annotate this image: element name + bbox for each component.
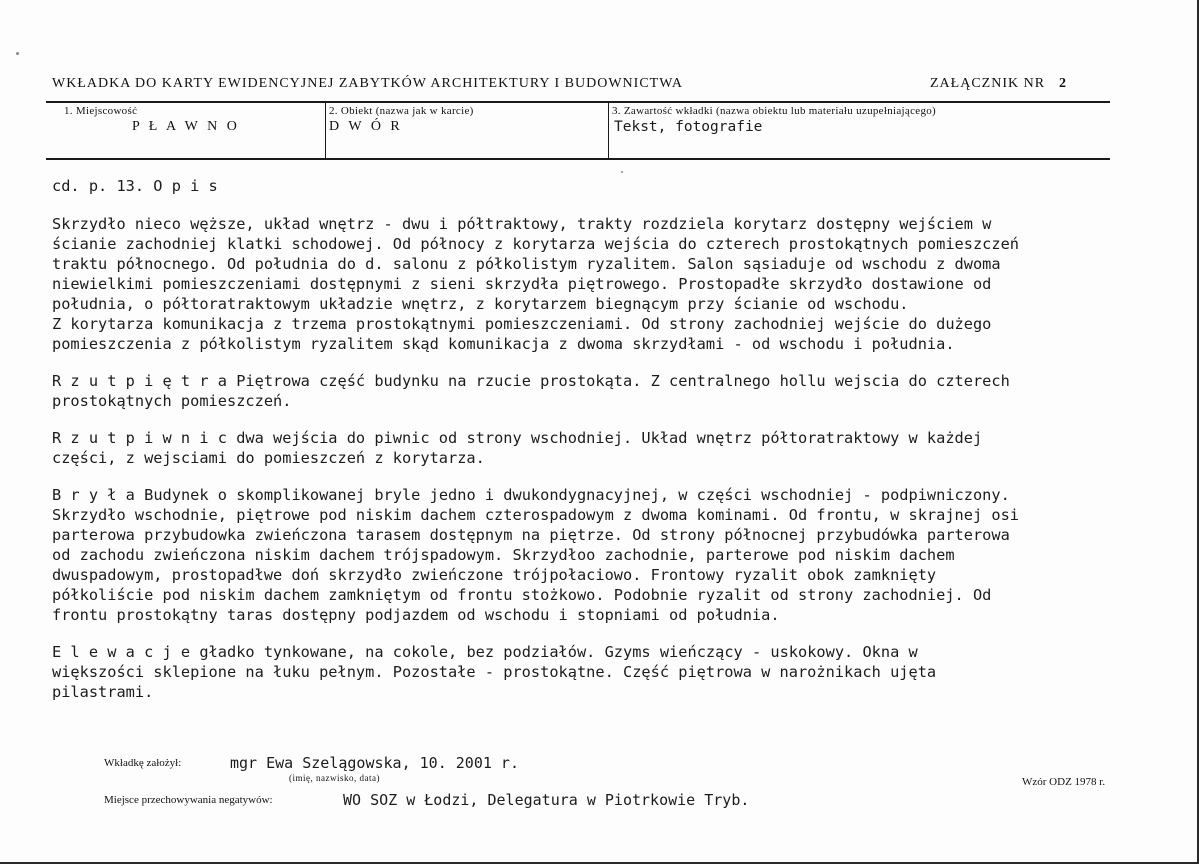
text-line: większości sklepione na łuku pełnym. Pozostałe - prostokątne. Część piętrowa w narożnikach ujęta <box>52 663 937 681</box>
text-line: półkoliście pod niskim dachem zamkniętym od frontu stożkowo. Podobnie ryzalit od strony zachodniej. Od <box>52 586 992 604</box>
header-bottom-rule <box>46 158 1110 160</box>
wing-paragraph <box>52 214 1142 354</box>
elevations-paragraph <box>52 642 1142 702</box>
form-header <box>52 76 1068 92</box>
cell-divider <box>325 103 326 158</box>
locality-label: 1. Miejscowość <box>64 105 138 117</box>
text-line: frontu prostokątny taras dostępny podjazdem od wschodu i stopniami od południa. <box>52 606 780 624</box>
attachment-label: ZAŁĄCZNIK NR <box>930 76 1046 91</box>
object-label: 2. Obiekt (nazwa jak w karcie) <box>329 105 474 117</box>
elevations-heading: E l e w a c j e <box>52 643 191 661</box>
floor-plan-paragraph <box>52 371 1142 411</box>
basement-plan-paragraph <box>52 428 1142 468</box>
basement-plan-heading: R z u t p i w n i c <box>52 429 227 447</box>
massing-heading: B r y ł a <box>52 486 135 504</box>
content-label: 3. Zawartość wkładki (nazwa obiektu lub materiału uzupełniającego) <box>612 105 937 117</box>
negatives-value: WO SOZ w Łodzi, Delegatura w Piotrkowie Tryb. <box>343 791 750 809</box>
text-line: Skrzydło wschodnie, piętrowe pod niskim dachem czterospadowym z dwoma kominami. Od frontu, w skrajnej osi <box>52 506 1019 524</box>
text-line: Piętrowa część budynku na rzucie prostokąta. Z centralnego hollu wejscia do czterech <box>236 372 1010 390</box>
text-line: pilastrami. <box>52 683 154 701</box>
form-model: Wzór ODZ 1978 r. <box>1022 776 1106 788</box>
floor-plan-heading: R z u t p i ę t r a <box>52 372 227 390</box>
object-value: D W Ó R <box>329 119 403 134</box>
text-line: traktu północnego. Od południa do d. salonu z półkolistym ryzalitem. Salon sąsiaduje od wschodu z dwoma <box>52 255 1001 273</box>
text-line: Budynek o skomplikowanej bryle jedno i dwukondygnacyjnej, w części wschodniej - podpiwniczony. <box>144 486 1010 504</box>
prepared-by-value: mgr Ewa Szelągowska, 10. 2001 r. <box>230 754 519 772</box>
text-line: południa, o półtoratraktowym układzie wnętrz, z korytarzem biegnącym przy ścianie od wschodu. <box>52 295 909 313</box>
text-line: dwa wejścia do piwnic od strony wschodniej. Układ wnętrz półtoratraktowy w każdej <box>236 429 983 447</box>
text-line: niewielkimi pomieszczeniami dostępnymi z sieni skrzydła piętrowego. Prostopadłe skrzydło dostawione od <box>52 275 992 293</box>
section-heading: cd. p. 13. O p i s <box>52 177 218 195</box>
massing-paragraph <box>52 485 1142 625</box>
prepared-by-hint: (imię, nazwisko, data) <box>289 773 380 783</box>
description-body <box>52 176 1142 719</box>
text-line: gładko tynkowane, na cokole, bez podziałów. Gzyms wieńczący - uskokowy. Okna w <box>199 643 918 661</box>
attachment-indicator <box>930 76 1067 92</box>
text-line: prostokątnych pomieszczeń. <box>52 392 292 410</box>
header-top-rule <box>46 101 1110 103</box>
prepared-by-label: Wkładkę założył: <box>104 757 182 769</box>
text-line: od zachodu zwieńczona niskim dachem trójspadowym. Skrzydłoo zachodnie, parterowe pod niskim dachem <box>52 546 955 564</box>
cell-divider <box>608 103 609 158</box>
text-line: ścianie zachodniej klatki schodowej. Od północy z korytarza wejścia do czterech prostokątnych pomieszczeń <box>52 235 1019 253</box>
text-line: Z korytarza komunikacja z trzema prostokątnymi pomieszczeniami. Od strony zachodniej wejście do dużego <box>52 315 992 333</box>
text-line: części, z wejsciami do pomieszczeń z korytarza. <box>52 449 485 467</box>
locality-value: P Ł A W N O <box>132 119 240 134</box>
text-line: Skrzydło nieco węższe, układ wnętrz - dwu i półtraktowy, trakty rozdziela korytarz dostępny wejściem w <box>52 215 992 233</box>
attachment-number: 2 <box>1059 76 1068 91</box>
text-line: pomieszczenia z półkolistym ryzalitem skąd komunikacja z dwoma skrzydłami - od wschodu i południa. <box>52 335 955 353</box>
content-value: Tekst, fotografie <box>614 119 763 135</box>
scan-speck <box>621 171 623 173</box>
form-title: WKŁADKA DO KARTY EWIDENCYJNEJ ZABYTKÓW ARCHITEKTURY I BUDOWNICTWA <box>52 76 683 91</box>
negatives-label: Miejsce przechowywania negatywów: <box>104 794 273 806</box>
text-line: dwuspadowym, prostopadłwe doń skrzydło zwieńczone trójpołaciowo. Frontowy ryzalit obok zamknięty <box>52 566 937 584</box>
text-line: parterowa przybudowka zwieńczona tarasem dostępnym na piętrze. Od strony północnej przybudówka parterowa <box>52 526 1010 544</box>
scan-speck <box>16 52 19 55</box>
